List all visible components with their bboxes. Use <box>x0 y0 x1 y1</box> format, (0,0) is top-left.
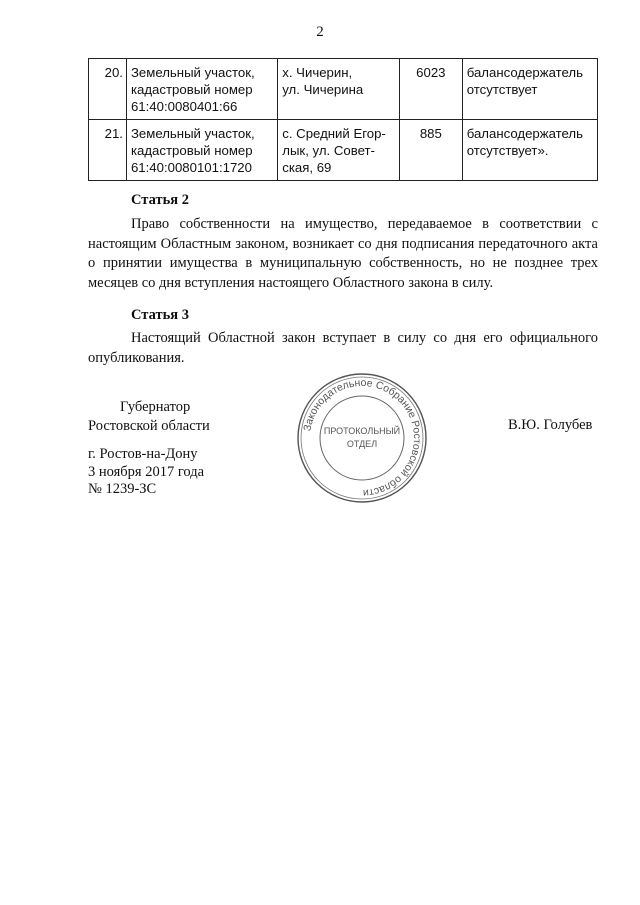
table-row <box>89 120 598 181</box>
signatory-position <box>88 398 210 436</box>
holder-cell: балансодержатель отсутствует <box>462 59 597 120</box>
page-number: 2 <box>316 24 324 40</box>
area-cell: 885 <box>399 120 462 181</box>
stamp-ring-text: Законодательное Собрание Ростовской области <box>301 376 424 500</box>
object-cell: Земельный участок, кадастровый номер 61:40:0080101:1720 <box>126 120 277 181</box>
area-cell: 6023 <box>399 59 462 120</box>
article-3-text: Настоящий Областной закон вступает в силу со дня его официального опубликования. <box>88 330 598 366</box>
official-stamp <box>292 368 432 508</box>
row-number: 21. <box>89 120 127 181</box>
stamp-center-line-1: ПРОТОКОЛЬНЫЙ <box>323 426 401 436</box>
article-2-title: Статья 2 <box>131 192 189 208</box>
address-cell: х. Чичерин, ул. Чичерина <box>278 59 400 120</box>
row-number: 20. <box>89 59 127 120</box>
object-cell: Земельный участок, кадастровый номер 61:40:0080401:66 <box>126 59 277 120</box>
document-place-date <box>88 446 204 499</box>
position-line-1: Губернатор <box>120 399 191 415</box>
signatory-name: В.Ю. Голубев <box>508 417 593 433</box>
city: г. Ростов-на-Дону <box>88 446 198 462</box>
law-number: № 1239-ЗС <box>88 481 157 497</box>
holder-cell: балансодержатель отсутствует». <box>462 120 597 181</box>
date: 3 ноября 2017 года <box>88 463 205 480</box>
table-row <box>89 59 598 120</box>
article-3-title: Статья 3 <box>131 307 189 323</box>
address-cell: с. Средний Егор- лык, ул. Совет- ская, 69 <box>278 120 400 181</box>
article-2-text: Право собственности на имущество, передаваемое в соответствии с настоящим Областным законом, возникает со дня подписания передаточного акта о принятии имущества в муниципальную собственность, но не позднее трех месяцев со дня вступления настоящего Областного закона в силу. <box>88 216 598 291</box>
position-line-2: Ростовской области <box>88 418 210 434</box>
property-table <box>88 58 598 181</box>
stamp-center-line-2: ОТДЕЛ <box>346 439 378 449</box>
